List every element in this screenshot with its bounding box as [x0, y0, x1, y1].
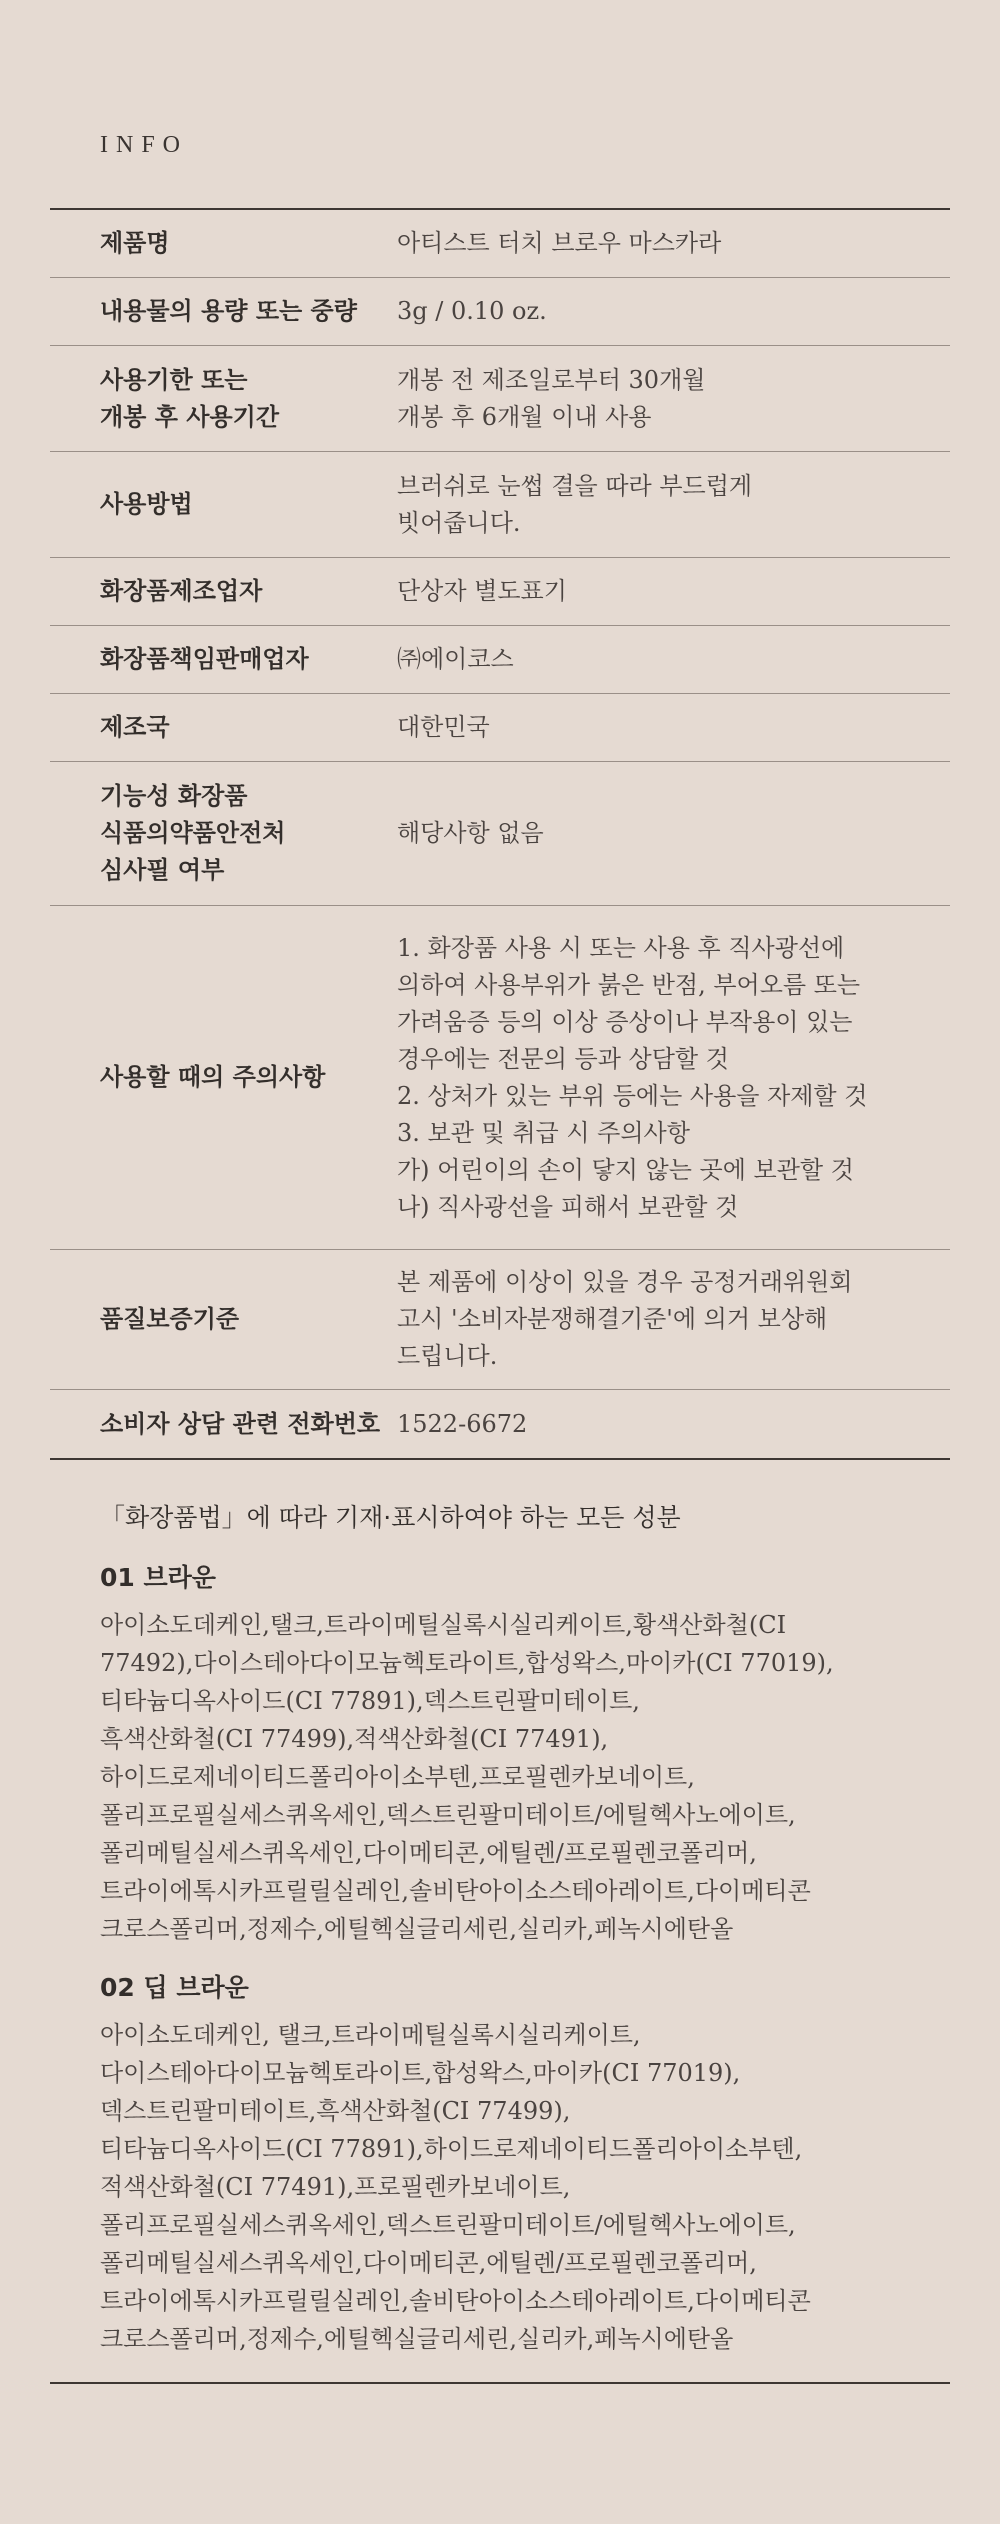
info-label: 화장품책임판매업자: [100, 645, 309, 673]
info-row-volume: [50, 278, 950, 346]
ingredients-section: [100, 1498, 960, 2378]
info-label: 제조국: [100, 713, 170, 741]
info-row-functional: [50, 762, 950, 906]
info-row-country: [50, 694, 950, 762]
info-value: ㈜에이코스: [397, 645, 514, 673]
variant-ingredients: 아이소도데케인,탤크,트라이메틸실록시실리케이트,황색산화철(CI 77492),다이스테아다이모늄헥토라이트,합성왁스,마이카(CI 77019), 티타늄디옥사이드(CI 77891),덱스트린팔미테이트, 흑색산화철(CI 77499),적색산화철(CI 77491), 하이드로제네이티드폴리아이소부텐,프로필렌카보네이트, 폴리프로필실세스퀴옥세인,덱스트린팔미테이트/에틸헥사노에이트, 폴리메틸실세스퀴옥세인,다이메티콘,에틸렌/프로필렌코폴리머, 트라이에톡시카프릴릴실레인,솔비탄아이소스테아레이트,다이메티콘 크로스폴리머,정제수,에틸헥실글리세린,실리카,페녹시에탄올: [100, 1611, 834, 1943]
product-info-table: [50, 208, 950, 1460]
info-label: 화장품제조업자: [100, 577, 263, 605]
info-value: 1522-6672: [397, 1409, 528, 1438]
info-label: 소비자 상담 관련 전화번호: [100, 1409, 381, 1438]
info-row-manufacturer: [50, 558, 950, 626]
info-value: 대한민국: [397, 713, 490, 741]
info-value: 단상자 별도표기: [397, 577, 567, 605]
info-label: 품질보증기준: [100, 1305, 240, 1333]
info-label: 사용방법: [100, 490, 193, 518]
info-row-phone: [50, 1390, 950, 1458]
info-row-product-name: [50, 210, 950, 278]
bottom-divider: [50, 2382, 950, 2384]
info-row-quality: [50, 1250, 950, 1390]
info-label: 사용기한 또는 개봉 후 사용기간: [100, 365, 279, 431]
variant-name: 01 브라운: [100, 1563, 216, 1592]
info-label: 제품명: [100, 229, 170, 257]
info-value: 1. 화장품 사용 시 또는 사용 후 직사광선에 의하여 사용부위가 붉은 반점, 부어오름 또는 가려움증 등의 이상 증상이나 부작용이 있는 경우에는 전문의 등과 상담할 것 2. 상처가 있는 부위 등에는 사용을 자제할 것 3. 보관 및 취급 시 주의사항 가) 어린이의 손이 닿지 않는 곳에 보관할 것 나) 직사광선을 피해서 보관할 것: [397, 933, 868, 1221]
variant-name: 02 딥 브라운: [100, 1973, 249, 2002]
info-value: 아티스트 터치 브로우 마스카라: [397, 229, 722, 257]
info-value: 3g / 0.10 oz.: [397, 297, 547, 325]
info-label: 기능성 화장품 식품의약품안전처 심사필 여부: [100, 782, 286, 884]
info-row-distributor: [50, 626, 950, 694]
info-row-expiry: [50, 346, 950, 452]
info-value: 개봉 전 제조일로부터 30개월 개봉 후 6개월 이내 사용: [397, 365, 706, 431]
variant-ingredients: 아이소도데케인, 탤크,트라이메틸실록시실리케이트, 다이스테아다이모늄헥토라이트,합성왁스,마이카(CI 77019), 덱스트린팔미테이트,흑색산화철(CI 77499), 티타늄디옥사이드(CI 77891),하이드로제네이티드폴리아이소부텐, 적색산화철(CI 77491),프로필렌카보네이트, 폴리프로필실세스퀴옥세인,덱스트린팔미테이트/에틸헥사노에이트, 폴리메틸실세스퀴옥세인,다이메티콘,에틸렌/프로필렌코폴리머, 트라이에톡시카프릴릴실레인,솔비탄아이소스테아레이트,다이메티콘 크로스폴리머,정제수,에틸헥실글리세린,실리카,페녹시에탄올: [100, 2021, 811, 2353]
info-value: 해당사항 없음: [397, 819, 544, 847]
page-heading: INFO: [100, 132, 189, 158]
info-label: 내용물의 용량 또는 중량: [100, 297, 357, 325]
ingredients-title: 「화장품법」에 따라 기재·표시하여야 하는 모든 성분: [100, 1503, 681, 1532]
info-row-precautions: [50, 906, 950, 1250]
info-value: 브러쉬로 눈썹 결을 따라 부드럽게 빗어줍니다.: [397, 471, 753, 537]
info-label: 사용할 때의 주의사항: [100, 1063, 326, 1091]
info-row-usage: [50, 452, 950, 558]
info-value: 본 제품에 이상이 있을 경우 공정거래위원회 고시 '소비자분쟁해결기준'에 의거 보상해 드립니다.: [397, 1268, 853, 1370]
